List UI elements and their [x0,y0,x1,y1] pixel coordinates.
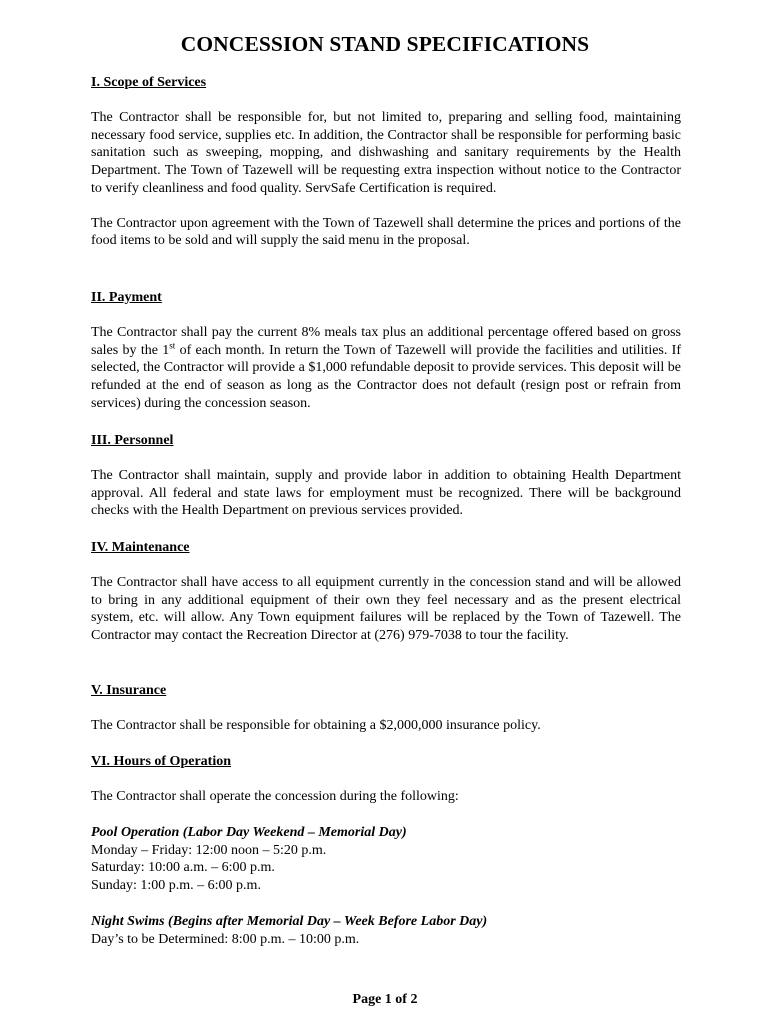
schedule-pool [91,824,681,895]
schedule-heading: Night Swims (Begins after Memorial Day – Week Before Labor Day) [91,914,488,929]
schedule-line: Sunday: 1:00 p.m. – 6:00 p.m. [91,878,261,894]
schedule-heading: Pool Operation (Labor Day Weekend – Memorial Day) [91,825,407,840]
paragraph: The Contractor shall be responsible for, but not limited to, preparing and selling food, maintaining necessary food service, supplies etc. In addition, the Contractor shall be responsible for performing basic sanitation such as sweeping, mopping, and dishwashing and sanitary requirements by the Health Department. The Town of Tazewell will be requesting extra inspection without notice to the Contractor to verify cleanliness and food quality. ServSafe Certification is required. [91,110,681,196]
section-scope [91,74,681,250]
paragraph: The Contractor shall maintain, supply and provide labor in addition to obtaining Health Department approval. All federal and state laws for employment must be recognized. There will be background checks with the Health Department on previous services provided. [91,468,681,519]
page-number: Page 1 of 2 [352,992,418,1007]
paragraph: The Contractor shall be responsible for obtaining a $2,000,000 insurance policy. [91,718,541,733]
schedule-night-swims [91,913,681,948]
paragraph: The Contractor shall have access to all equipment currently in the concession stand and will be allowed to bring in any additional equipment of their own they feel necessary and as the present electrical system, etc. will allow. Any Town equipment failures will be replaced by the Town of Tazewell. The Contractor may contact the Recreation Director at (276) 979-7038 to tour the facility. [91,575,681,644]
paragraph: The Contractor shall pay the current 8% meals tax plus an additional percentage offered based on gross sales by the 1st of each month. In return the Town of Tazewell will provide the facilities and utilities. If selected, the Contractor will provide a $1,000 refundable deposit to provide services. This deposit will be refunded at the end of season as long as the Contractor does not default (resign post or refrain from services) during the concession season. [91,325,681,411]
section-heading: IV. Maintenance [91,540,190,555]
section-heading: I. Scope of Services [91,75,207,90]
section-heading: V. Insurance [91,683,167,698]
section-heading: VI. Hours of Operation [91,754,231,769]
schedule-line: Day’s to be Determined: 8:00 p.m. – 10:00 p.m. [91,931,360,947]
section-payment [91,289,681,413]
section-heading: III. Personnel [91,433,174,448]
section-insurance [91,682,681,735]
paragraph: The Contractor shall operate the concession during the following: [91,789,459,804]
section-maintenance [91,539,681,645]
schedule-line: Monday – Friday: 12:00 noon – 5:20 p.m. [91,842,327,858]
section-hours [91,753,681,806]
paragraph: The Contractor upon agreement with the Town of Tazewell shall determine the prices and portions of the food items to be sold and will supply the said menu in the proposal. [91,215,681,249]
page-title: CONCESSION STAND SPECIFICATIONS [180,32,590,56]
section-personnel [91,432,681,520]
schedule-line: Saturday: 10:00 a.m. – 6:00 p.m. [91,860,275,876]
section-heading: II. Payment [91,290,162,305]
